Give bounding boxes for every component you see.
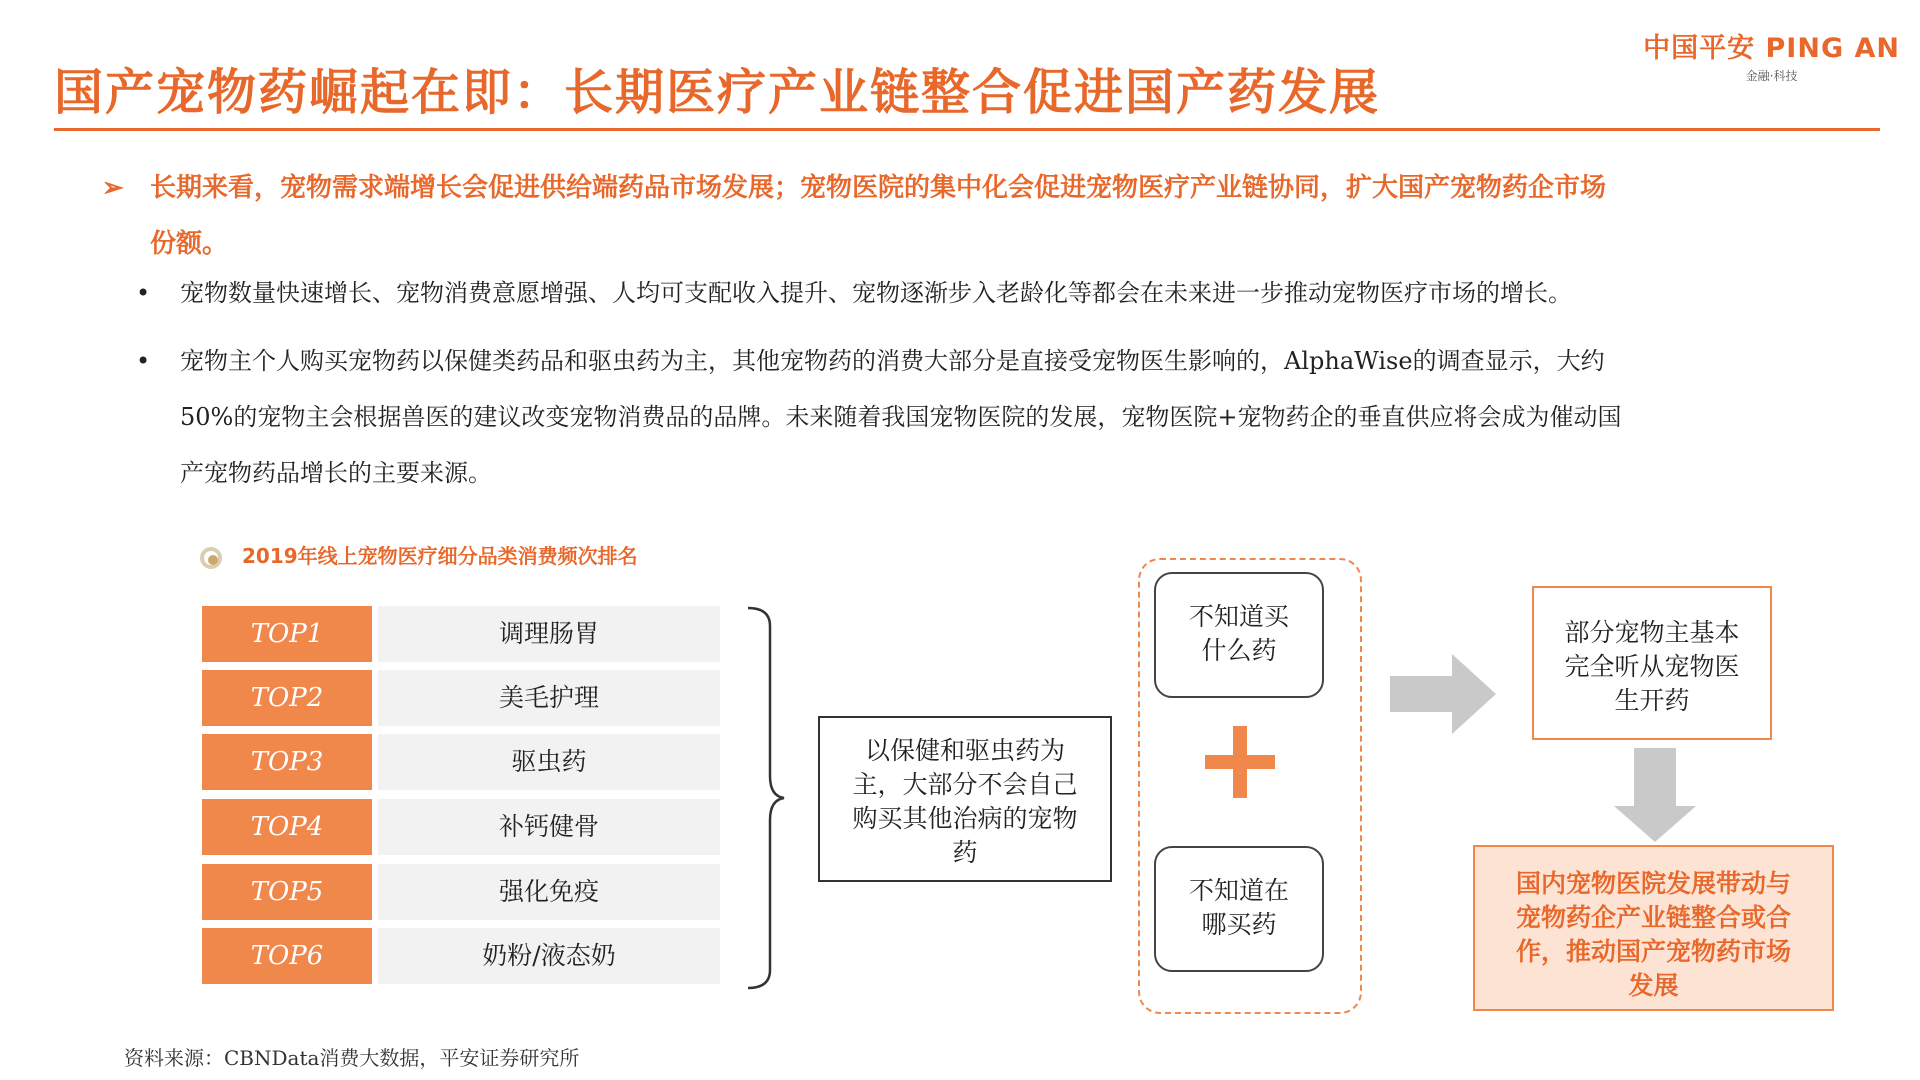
lead-line: 长期来看，宠物需求端增长会促进供给端药品市场发展；宠物医院的集中化会促进宠物医疗产业链协同，扩大国产宠物药企市场: [150, 173, 1607, 203]
unknown-what-box: [1154, 572, 1324, 698]
ranking-row: [202, 928, 720, 984]
logo-text: 中国平安 PING AN: [1643, 33, 1900, 64]
plus-icon-stem: [1233, 726, 1247, 798]
bullet-dot-icon: •: [136, 279, 151, 307]
title-divider: [54, 128, 1880, 131]
source-note: 资料来源：CBNData消费大数据，平安证券研究所: [124, 1046, 580, 1070]
rank-tag: TOP3: [202, 734, 372, 790]
arrow-bullet-icon: ➢: [102, 173, 124, 203]
box-line: 不知道在: [1188, 876, 1289, 905]
ranking-row: [202, 606, 720, 662]
box-line: 国内宠物医院发展带动与: [1515, 869, 1791, 898]
box-line: 什么药: [1201, 636, 1277, 665]
right-arrow-icon: [1390, 654, 1496, 734]
box-line: 作，推动国产宠物药市场: [1515, 937, 1791, 966]
lead-statement: [102, 160, 1866, 272]
rank-item: 补钙健骨: [378, 799, 720, 855]
box-line: 宠物药企产业链整合或合: [1515, 903, 1791, 932]
box-line: 不知道买: [1188, 602, 1289, 631]
bullet-text: 产宠物药品增长的主要来源。: [180, 459, 492, 487]
bullet-text: 宠物数量快速增长、宠物消费意愿增强、人均可支配收入提升、宠物逐渐步入老龄化等都会在未来进一步推动宠物医疗市场的增长。: [180, 279, 1572, 307]
ranking-row: [202, 799, 720, 855]
rank-tag: TOP5: [202, 864, 372, 920]
radio-marker-icon: [200, 547, 222, 569]
bullet-dot-icon: •: [136, 347, 151, 375]
page-title: 国产宠物药崛起在即：长期医疗产业链整合促进国产药发展: [54, 63, 1381, 121]
summary-line: 购买其他治病的宠物: [852, 804, 1078, 833]
logo-subtext: 金融·科技: [1745, 69, 1798, 83]
box-line: 哪买药: [1201, 910, 1277, 939]
bullet-point: [136, 333, 1846, 501]
rank-item: 美毛护理: [378, 670, 720, 726]
unknown-where-box: [1154, 846, 1324, 972]
brace-icon: [746, 606, 786, 990]
box-line: 发展: [1628, 971, 1679, 1000]
rank-tag: TOP2: [202, 670, 372, 726]
result-box: [1532, 586, 1772, 740]
summary-line: 以保健和驱虫药为: [864, 736, 1065, 765]
ranking-heading: [200, 540, 638, 569]
rank-item: 强化免疫: [378, 864, 720, 920]
summary-line: 主，大部分不会自己: [852, 770, 1078, 799]
bullet-text: 50%的宠物主会根据兽医的建议改变宠物消费品的品牌。未来随着我国宠物医院的发展，宠物医院+宠物药企的垂直供应将会成为催动国: [180, 403, 1622, 431]
ranking-row: [202, 670, 720, 726]
rank-tag: TOP4: [202, 799, 372, 855]
rank-tag: TOP1: [202, 606, 372, 662]
summary-box: [818, 716, 1112, 882]
rank-item: 驱虫药: [378, 734, 720, 790]
rank-item: 调理肠胃: [378, 606, 720, 662]
ranking-row: [202, 864, 720, 920]
pingan-logo: [1643, 26, 1900, 84]
ranking-row: [202, 734, 720, 790]
box-line: 生开药: [1614, 686, 1690, 715]
box-line: 部分宠物主基本: [1564, 618, 1740, 647]
summary-line: 药: [952, 838, 978, 867]
rank-item: 奶粉/液态奶: [378, 928, 720, 984]
lead-line: 份额。: [150, 229, 229, 259]
conclusion-box: [1473, 845, 1834, 1011]
bullet-point: [136, 265, 1846, 321]
ranking-heading-text: 2019年线上宠物医疗细分品类消费频次排名: [242, 544, 638, 568]
bullet-text: 宠物主个人购买宠物药以保健类药品和驱虫药为主，其他宠物药的消费大部分是直接受宠物医生影响的，AlphaWise的调查显示，大约: [180, 347, 1605, 375]
down-arrow-icon: [1614, 748, 1696, 842]
rank-tag: TOP6: [202, 928, 372, 984]
box-line: 完全听从宠物医: [1564, 652, 1740, 681]
